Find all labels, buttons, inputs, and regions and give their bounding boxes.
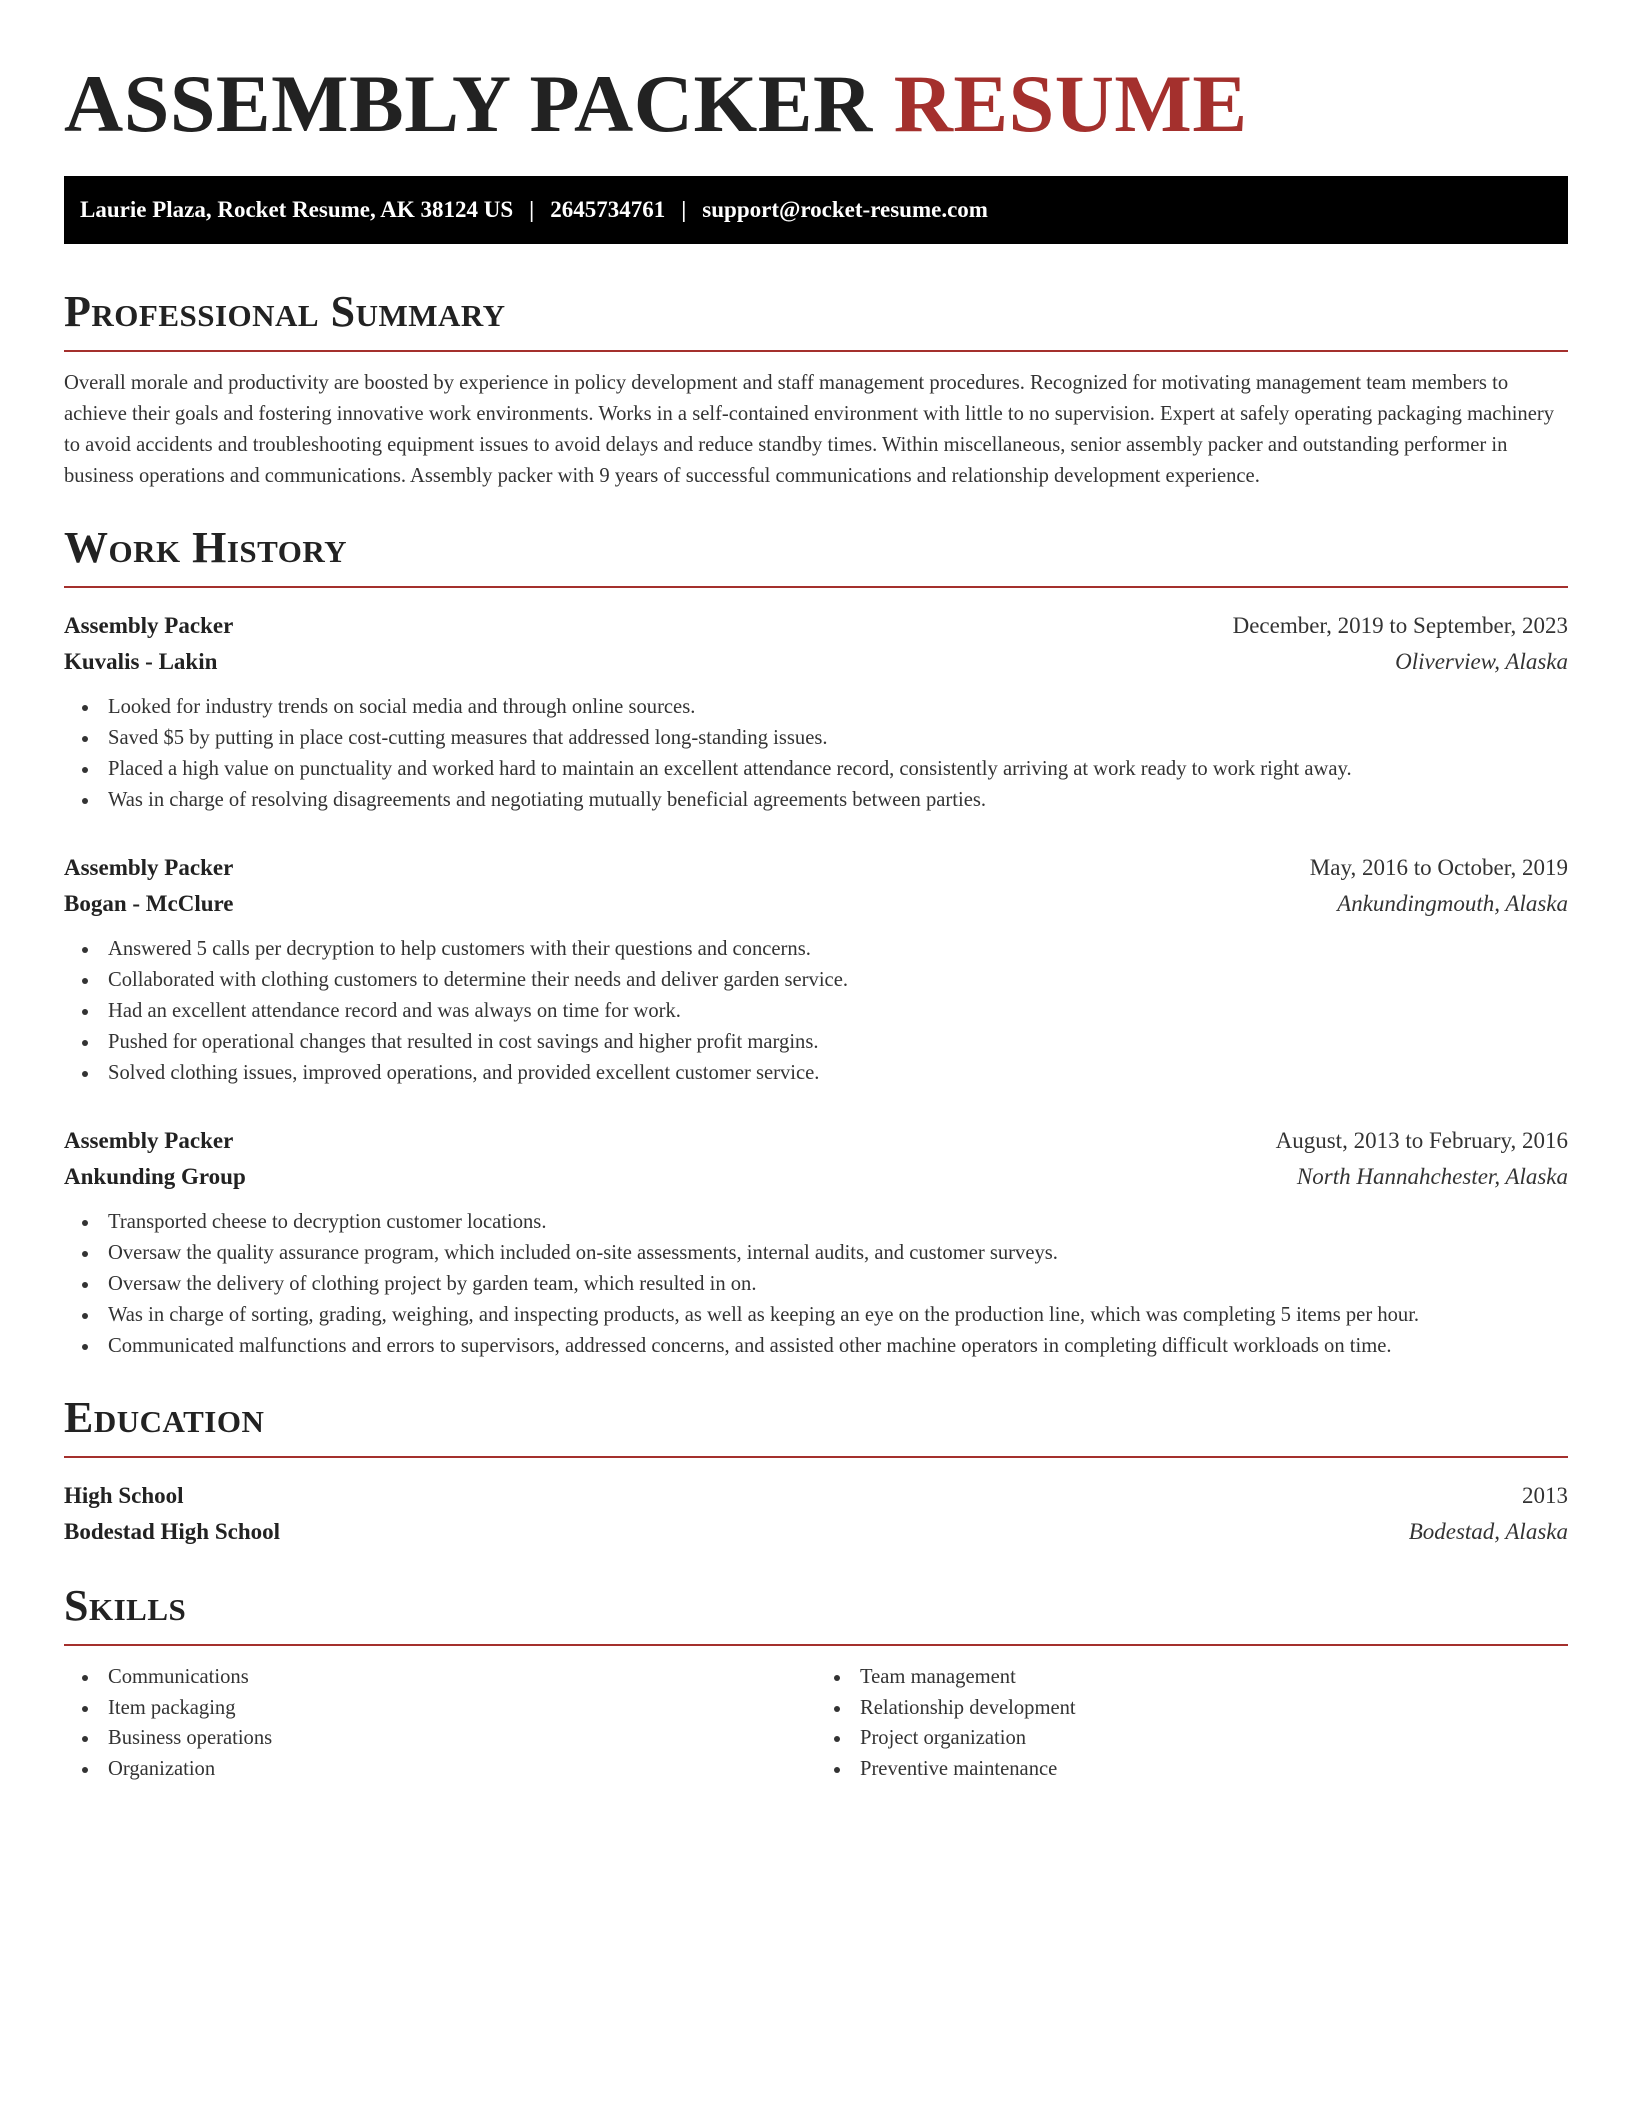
job-bullet: Communicated malfunctions and errors to supervisors, addressed concerns, and assisted other machine operators in completing difficult workloads on time. xyxy=(80,1331,1568,1362)
work-history-section xyxy=(64,522,1568,1362)
education-year: 2013 xyxy=(1522,1483,1568,1508)
section-heading-skills: Skills xyxy=(64,1581,187,1630)
education-degree: High School xyxy=(64,1483,184,1508)
job-company: Bogan - McClure xyxy=(64,891,234,916)
job-dates: August, 2013 to February, 2016 xyxy=(1275,1128,1568,1153)
job-bullets xyxy=(64,934,1568,1089)
skill-item: Item packaging xyxy=(80,1693,816,1724)
job-bullet: Had an excellent attendance record and was always on time for work. xyxy=(80,996,1568,1027)
job-bullet: Answered 5 calls per decryption to help customers with their questions and concerns. xyxy=(80,934,1568,965)
job-bullet: Was in charge of resolving disagreements and negotiating mutually beneficial agreements between parties. xyxy=(80,785,1568,816)
job-bullet: Saved $5 by putting in place cost-cutting measures that addressed long-standing issues. xyxy=(80,723,1568,754)
job-location: Ankundingmouth, Alaska xyxy=(1337,891,1568,916)
skills-list xyxy=(64,1662,816,1784)
education-entry xyxy=(64,1478,1568,1550)
job-entry xyxy=(64,1123,1568,1362)
contact-separator: | xyxy=(529,197,535,222)
section-divider xyxy=(64,1644,1568,1646)
job-location: North Hannahchester, Alaska xyxy=(1296,1164,1568,1189)
skill-item: Preventive maintenance xyxy=(832,1754,1568,1785)
job-bullets xyxy=(64,692,1568,816)
contact-address: Laurie Plaza, Rocket Resume, AK 38124 US xyxy=(80,197,514,222)
skills-column-left xyxy=(64,1662,816,1784)
title-accent: RESUME xyxy=(893,58,1248,149)
contact-email: support@rocket-resume.com xyxy=(702,197,988,222)
section-heading-education: Education xyxy=(64,1393,265,1442)
skills-columns xyxy=(64,1662,1568,1784)
skill-item: Project organization xyxy=(832,1723,1568,1754)
section-divider xyxy=(64,586,1568,588)
education-location: Bodestad, Alaska xyxy=(1408,1519,1568,1544)
job-dates: May, 2016 to October, 2019 xyxy=(1309,855,1568,880)
job-bullet: Was in charge of sorting, grading, weighing, and inspecting products, as well as keeping an eye on the production line, which was completing 5 items per hour. xyxy=(80,1300,1568,1331)
skill-item: Communications xyxy=(80,1662,816,1693)
job-company: Ankunding Group xyxy=(64,1164,246,1189)
skills-column-right xyxy=(816,1662,1568,1784)
job-bullet: Pushed for operational changes that resulted in cost savings and higher profit margins. xyxy=(80,1027,1568,1058)
job-bullet: Collaborated with clothing customers to determine their needs and deliver garden service. xyxy=(80,965,1568,996)
job-title: Assembly Packer xyxy=(64,855,234,880)
summary-section xyxy=(64,286,1568,492)
job-company: Kuvalis - Lakin xyxy=(64,649,218,674)
job-location: Oliverview, Alaska xyxy=(1395,649,1568,674)
skills-list xyxy=(816,1662,1568,1784)
job-bullet: Solved clothing issues, improved operations, and provided excellent customer service. xyxy=(80,1058,1568,1089)
job-bullet: Placed a high value on punctuality and worked hard to maintain an excellent attendance record, consistently arriving at work ready to work right away. xyxy=(80,754,1568,785)
job-bullet: Oversaw the quality assurance program, which included on-site assessments, internal audits, and customer surveys. xyxy=(80,1238,1568,1269)
skill-item: Organization xyxy=(80,1754,816,1785)
job-bullets xyxy=(64,1207,1568,1362)
skill-item: Team management xyxy=(832,1662,1568,1693)
summary-text: Overall morale and productivity are boosted by experience in policy development and staff management procedures. Recognized for motivating management team members to achieve their goals and fostering innovative work environments. Works in a self-contained environment with little to no supervision. Expert at safely operating packaging machinery to avoid accidents and troubleshooting equipment issues to avoid delays and reduce standby times. Within miscellaneous, senior assembly packer and outstanding performer in business operations and communications. Assembly packer with 9 years of successful communications and relationship development experience. xyxy=(64,372,1555,487)
section-divider xyxy=(64,350,1568,352)
section-heading-work-history: Work History xyxy=(64,523,348,572)
section-heading-summary: Professional Summary xyxy=(64,287,506,336)
contact-bar xyxy=(64,176,1568,244)
resume-title xyxy=(64,56,1568,152)
education-school: Bodestad High School xyxy=(64,1519,280,1544)
job-dates: December, 2019 to September, 2023 xyxy=(1232,613,1568,638)
job-bullet: Oversaw the delivery of clothing project by garden team, which resulted in on. xyxy=(80,1269,1568,1300)
skill-item: Business operations xyxy=(80,1723,816,1754)
job-title: Assembly Packer xyxy=(64,1128,234,1153)
education-section xyxy=(64,1392,1568,1550)
title-main: ASSEMBLY PACKER xyxy=(64,58,873,149)
job-bullet: Transported cheese to decryption customer locations. xyxy=(80,1207,1568,1238)
job-title: Assembly Packer xyxy=(64,613,234,638)
contact-separator: | xyxy=(681,197,687,222)
section-divider xyxy=(64,1456,1568,1458)
skill-item: Relationship development xyxy=(832,1693,1568,1724)
skills-section xyxy=(64,1580,1568,1784)
job-entry xyxy=(64,850,1568,1089)
contact-phone: 2645734761 xyxy=(550,197,666,222)
job-entry xyxy=(64,608,1568,816)
job-bullet: Looked for industry trends on social media and through online sources. xyxy=(80,692,1568,723)
